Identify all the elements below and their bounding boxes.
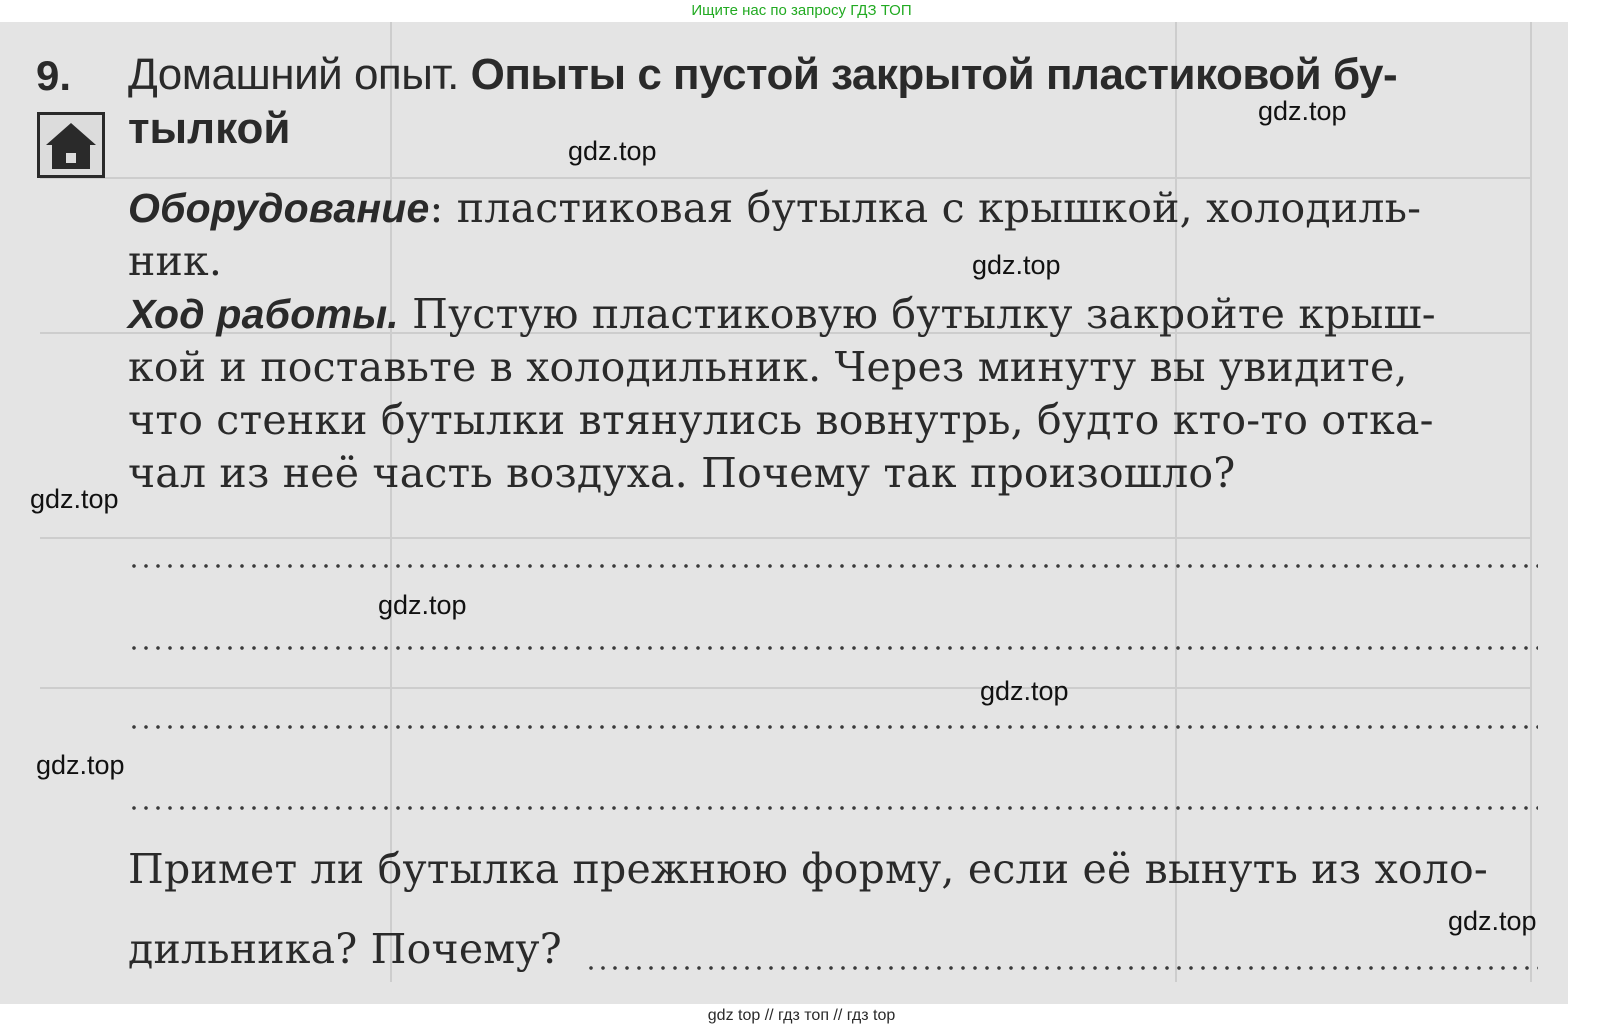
watermark: gdz.top bbox=[1258, 96, 1347, 126]
equipment-line1 bbox=[128, 184, 1421, 232]
watermark: gdz.top bbox=[30, 484, 119, 514]
watermark: gdz.top bbox=[980, 676, 1069, 706]
ghost-line bbox=[1175, 22, 1177, 982]
equipment-text: : пластиковая бутылка с крышкой, холодиль- bbox=[429, 184, 1422, 232]
procedure-label: Ход работы. bbox=[128, 291, 399, 337]
exercise-title-line2: тылкой bbox=[128, 104, 291, 153]
top-banner[interactable]: Ищите нас по запросу ГДЗ ТОП bbox=[691, 2, 912, 19]
procedure-line2: кой и поставьте в холодильник. Через минуту вы увидите, bbox=[128, 343, 1408, 391]
watermark: gdz.top bbox=[568, 136, 657, 166]
procedure-text: Пустую пластиковую бутылку закройте крыш- bbox=[398, 290, 1436, 338]
equipment-line2: ник. bbox=[128, 237, 223, 285]
watermark: gdz.top bbox=[1448, 906, 1537, 936]
question-line1: Примет ли бутылка прежнюю форму, если её вынуть из холо- bbox=[128, 845, 1488, 893]
ghost-line bbox=[1530, 22, 1532, 982]
answer-dotted-line bbox=[128, 724, 1538, 730]
watermark: gdz.top bbox=[36, 750, 125, 780]
answer-dotted-line bbox=[128, 805, 1538, 811]
answer-dotted-line bbox=[585, 965, 1538, 971]
house-icon-graphic bbox=[40, 115, 102, 175]
exercise-title-line1 bbox=[128, 50, 1397, 100]
ghost-line bbox=[40, 537, 1530, 539]
exercise-number: 9. bbox=[36, 52, 72, 99]
watermark: gdz.top bbox=[378, 590, 467, 620]
bottom-footer[interactable]: gdz top // гдз топ // гдз top bbox=[707, 1007, 896, 1024]
ghost-line bbox=[40, 177, 1530, 179]
question-line2: дильника? Почему? bbox=[128, 925, 562, 973]
house-icon bbox=[37, 112, 105, 178]
procedure-line1 bbox=[128, 290, 1436, 338]
procedure-line3: что стенки бутылки втянулись вовнутрь, будто кто-то отка- bbox=[128, 396, 1434, 444]
watermark: gdz.top bbox=[972, 250, 1061, 280]
procedure-line4: чал из неё часть воздуха. Почему так произошло? bbox=[128, 449, 1236, 497]
right-margin bbox=[1568, 22, 1603, 1004]
answer-dotted-line bbox=[128, 645, 1538, 651]
title-regular: Домашний опыт. bbox=[128, 50, 459, 99]
answer-dotted-line bbox=[128, 563, 1538, 569]
ghost-line bbox=[390, 22, 392, 982]
title-bold: Опыты с пустой закрытой пластиковой бу- bbox=[470, 50, 1398, 99]
equipment-label: Оборудование bbox=[128, 185, 430, 231]
ghost-line bbox=[40, 687, 1530, 689]
